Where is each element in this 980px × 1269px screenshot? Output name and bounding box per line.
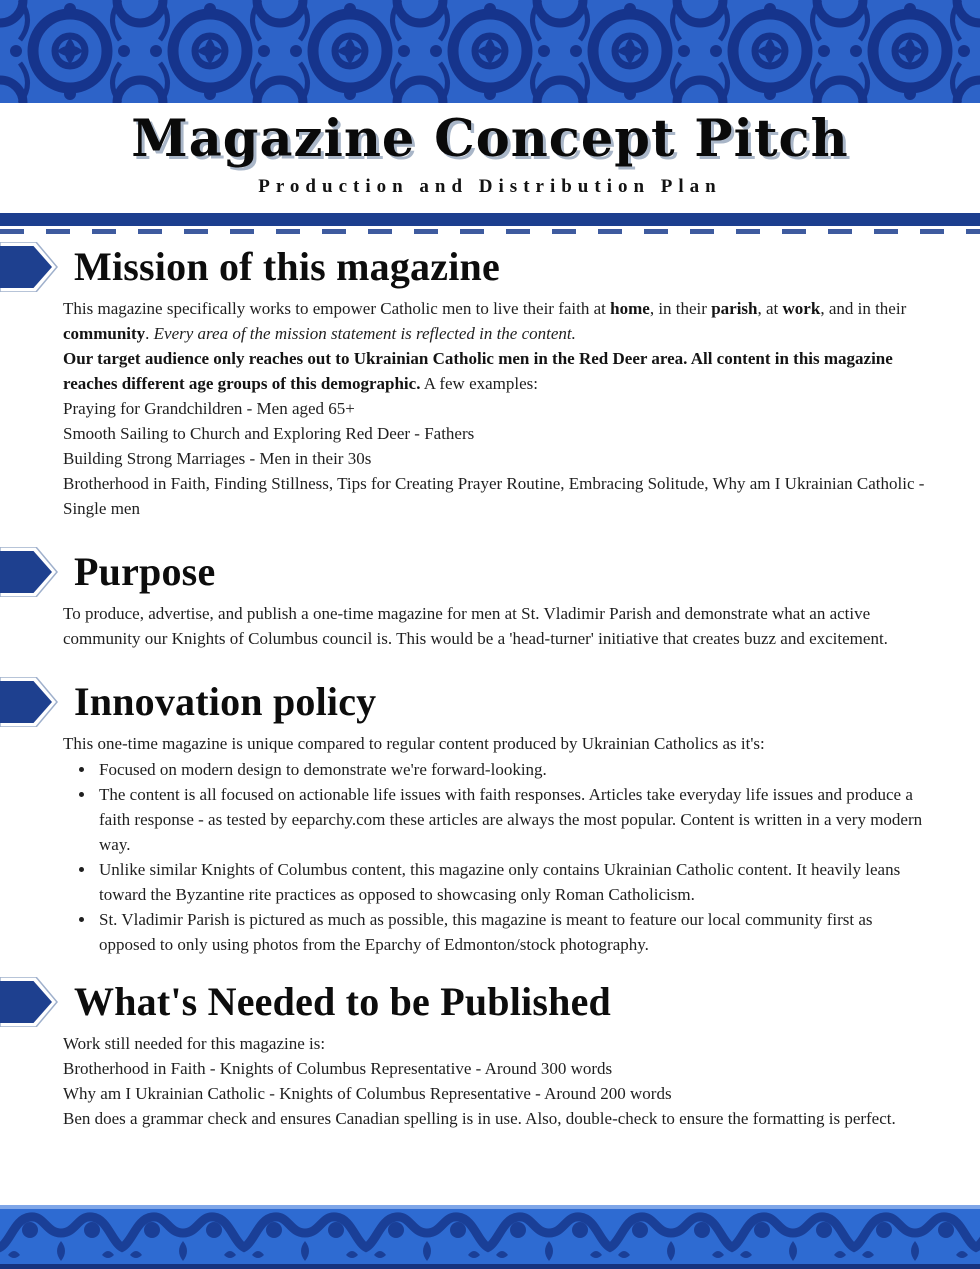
section-whats-needed — [0, 977, 928, 1131]
innovation-intro: This one-time magazine is unique compared to regular content produced by Ukrainian Catholics as it's: — [63, 734, 765, 753]
published-line: Ben does a grammar check and ensures Canadian spelling is in use. Also, double-check to ensure the formatting is perfect. — [63, 1109, 896, 1128]
divider-bar — [0, 213, 980, 226]
published-heading: What's Needed to be Published — [74, 979, 611, 1024]
innovation-bullet-list — [63, 757, 928, 957]
section-mission — [0, 242, 928, 521]
published-line: Work still needed for this magazine is: — [63, 1034, 326, 1053]
bottom-ornament-band — [0, 1205, 980, 1269]
top-ornament-band — [0, 0, 980, 103]
purpose-paragraph: To produce, advertise, and publish a one-time magazine for men at St. Vladimir Parish and demonstrate what an active community our Knights of Columbus council is. This would be a 'head-turner' initiative that creates buzz and excitement. — [63, 604, 888, 648]
purpose-heading: Purpose — [74, 549, 216, 594]
innovation-heading: Innovation policy — [74, 679, 377, 724]
document-header — [0, 103, 980, 198]
divider-dashes — [0, 229, 980, 234]
innovation-bullet: • The content is all focused on actionable life issues with faith responses. Articles take everyday life issues and produce a faith response - as tested by eeparchy.com these articles are always the most popular. Content is written in a very modern way. — [96, 782, 928, 857]
mission-example-line: Praying for Grandchildren - Men aged 65+ — [63, 399, 355, 418]
page-subtitle: Production and Distribution Plan — [258, 176, 722, 197]
published-heading-row — [0, 977, 928, 1027]
purpose-heading-row — [0, 547, 928, 597]
published-line: Why am I Ukrainian Catholic - Knights of Columbus Representative - Around 200 words — [63, 1084, 672, 1103]
innovation-bullet: • Focused on modern design to demonstrate we're forward-looking. — [96, 757, 928, 782]
published-line: Brotherhood in Faith - Knights of Columbus Representative - Around 300 words — [63, 1059, 613, 1078]
section-purpose — [0, 547, 928, 651]
mission-example-line: Brotherhood in Faith, Finding Stillness, Tips for Creating Prayer Routine, Embracing Solitude, Why am I Ukrainian Catholic - Single men — [63, 474, 925, 518]
arrow-marker-icon — [0, 677, 58, 727]
mission-example-line: Smooth Sailing to Church and Exploring Red Deer - Fathers — [63, 424, 475, 443]
arrow-marker-icon — [0, 977, 58, 1027]
arrow-marker-icon — [0, 547, 58, 597]
mission-audience-paragraph: Our target audience only reaches out to Ukrainian Catholic men in the Red Deer area. All content in this magazine reaches different age groups of this demographic. A few examples: — [63, 349, 893, 393]
page-title: Magazine Concept Pitch — [131, 109, 849, 169]
section-innovation-policy — [0, 677, 928, 957]
mission-example-line: Building Strong Marriages - Men in their 30s — [63, 449, 372, 468]
mission-heading-row — [0, 242, 928, 292]
innovation-bullet: • St. Vladimir Parish is pictured as much as possible, this magazine is meant to feature our local community first as opposed to only using photos from the Eparchy of Edmonton/stock photography. — [96, 907, 928, 957]
arrow-marker-icon — [0, 242, 58, 292]
document-body — [0, 242, 980, 1131]
innovation-heading-row — [0, 677, 928, 727]
mission-heading: Mission of this magazine — [74, 244, 500, 289]
innovation-bullet: • Unlike similar Knights of Columbus content, this magazine only contains Ukrainian Catholic content. It heavily leans toward the Byzantine rite practices as opposed to showcasing only Roman Catholicism. — [96, 857, 928, 907]
mission-intro-paragraph: This magazine specifically works to empower Catholic men to live their faith at home, in their parish, at work, and in their community. Every area of the mission statement is reflected in the content. — [63, 299, 907, 343]
